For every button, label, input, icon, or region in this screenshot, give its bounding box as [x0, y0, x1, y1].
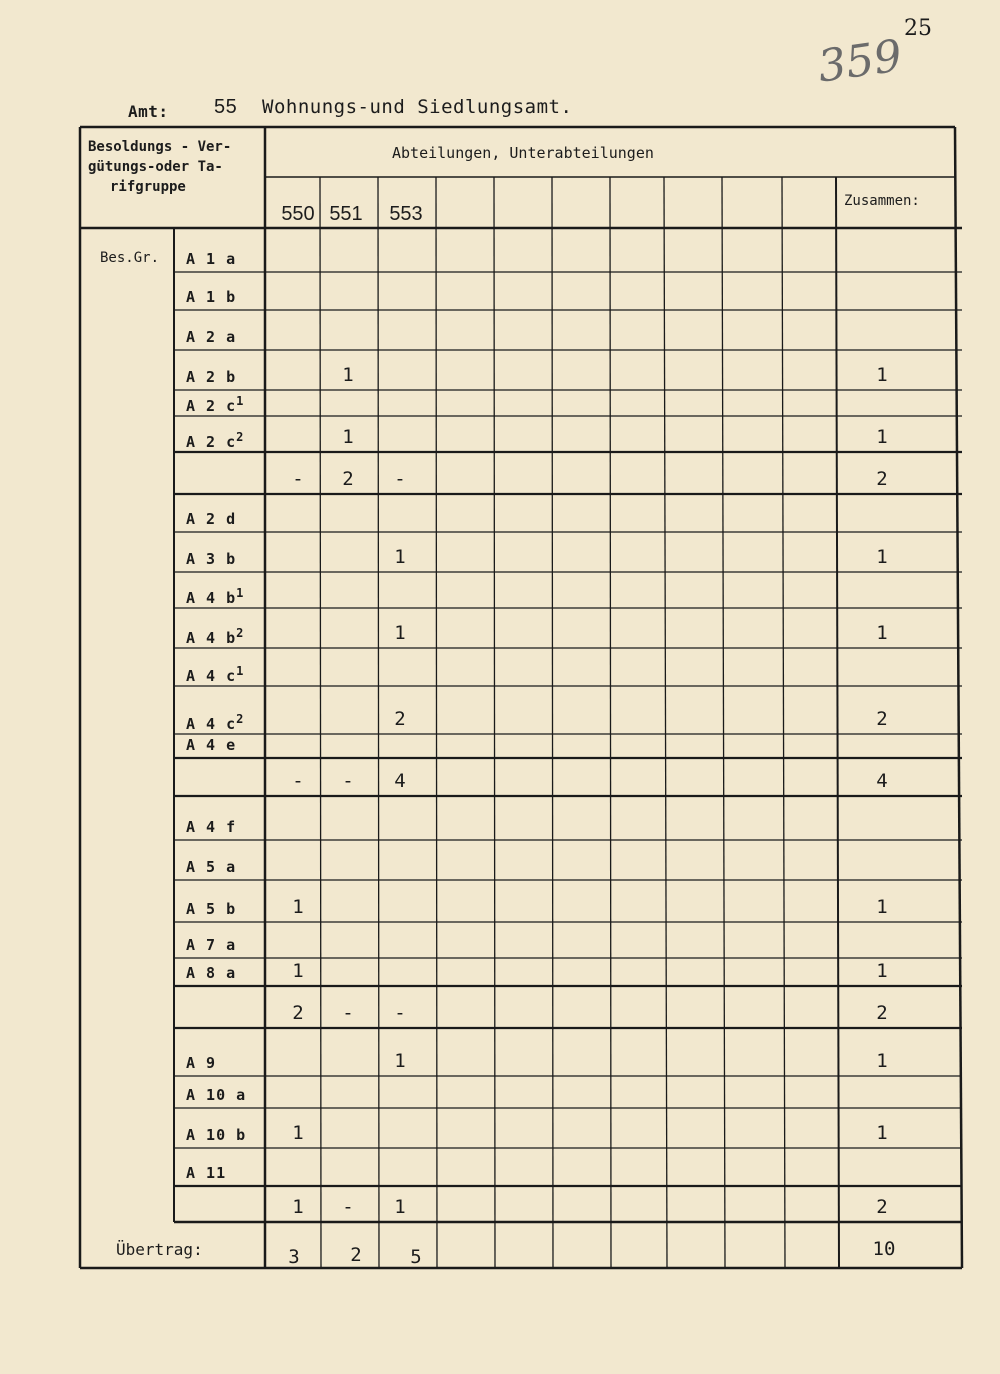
row-label: [186, 936, 236, 954]
uebertrag-total: 10: [872, 1238, 896, 1260]
cell-553: 1: [394, 1050, 406, 1072]
row-label-text: A 2 b: [186, 368, 237, 386]
row-label: [186, 818, 236, 836]
row-label-text: A 8 a: [186, 964, 237, 982]
cell-550: 1: [292, 896, 304, 918]
column-line: [836, 177, 839, 1268]
row-label-sup: 2: [236, 430, 245, 444]
cell-551: -: [342, 1002, 354, 1024]
amt-name: Wohnungs-und Siedlungsamt.: [262, 96, 573, 118]
row-total: 1: [876, 960, 888, 982]
cell-551: -: [342, 770, 354, 792]
row-label: [186, 900, 236, 918]
row-label: [186, 328, 236, 346]
row-label: [186, 1054, 216, 1072]
row-total: 1: [876, 1050, 888, 1072]
bes-gr-label: Bes.Gr.: [100, 250, 160, 266]
row-label: [186, 626, 244, 647]
row-total: 4: [876, 770, 888, 792]
cell-553: 1: [394, 546, 406, 568]
row-label: [186, 394, 244, 415]
cell-550: 1: [292, 960, 304, 982]
row-label: [186, 736, 236, 754]
amt-label: Amt:: [128, 102, 169, 121]
row-label-text: A 10 b: [186, 1126, 247, 1144]
row-total: 2: [876, 1196, 888, 1218]
amt-code: 55: [214, 96, 238, 118]
row-label: [186, 288, 236, 306]
row-label-text: A 1 b: [186, 288, 237, 306]
row-label-sup: 1: [236, 664, 245, 678]
row-label: [186, 550, 236, 568]
cell-553: -: [394, 468, 406, 490]
row-label: [186, 858, 236, 876]
column-line: [782, 177, 785, 1268]
column-line: [722, 177, 725, 1268]
column-line: [664, 177, 667, 1268]
table-border-right: [955, 127, 962, 1268]
column-line: [494, 177, 495, 1268]
row-label: [186, 1086, 246, 1104]
row-label-text: A 5 a: [186, 858, 237, 876]
row-label-text: A 4 c: [186, 667, 237, 685]
row-label-text: A 1 a: [186, 250, 237, 268]
archive-stamp: 359: [814, 30, 906, 93]
row-label-text: A 4 c: [186, 715, 237, 733]
column-550: 550: [281, 203, 315, 225]
cell-551: 1: [342, 426, 354, 448]
row-label: [186, 712, 244, 733]
row-total: 2: [876, 1002, 888, 1024]
uebertrag-551: 2: [350, 1244, 362, 1266]
row-label-text: A 9: [186, 1054, 217, 1072]
row-label-text: A 4 f: [186, 818, 237, 836]
row-label-text: A 2 c: [186, 397, 237, 415]
departments-header: Abteilungen, Unterabteilungen: [392, 144, 654, 162]
row-label-text: A 7 a: [186, 936, 237, 954]
column-line: [552, 177, 553, 1268]
row-label-text: A 10 a: [186, 1086, 247, 1104]
cell-551: 1: [342, 364, 354, 386]
row-label-text: A 4 b: [186, 589, 237, 607]
uebertrag-550: 3: [288, 1246, 300, 1268]
row-label: [186, 250, 236, 268]
cell-550: 1: [292, 1122, 304, 1144]
uebertrag-label: Übertrag:: [116, 1240, 203, 1259]
cell-551: 2: [342, 468, 354, 490]
row-label-text: A 4 e: [186, 736, 237, 754]
column-line: [610, 177, 611, 1268]
row-label-text: A 3 b: [186, 550, 237, 568]
cell-550: -: [292, 770, 304, 792]
row-label-sup: 1: [236, 394, 245, 408]
cell-553: 4: [394, 770, 406, 792]
row-total: 2: [876, 708, 888, 730]
cell-553: 1: [394, 1196, 406, 1218]
row-label-sup: 2: [236, 712, 245, 726]
uebertrag-553: 5: [410, 1246, 422, 1268]
row-label: [186, 510, 236, 528]
group-header-line-3: rifgruppe: [110, 179, 186, 195]
row-label-sup: 1: [236, 586, 245, 600]
column-line: [320, 177, 321, 1268]
row-label: [186, 964, 236, 982]
row-total: 2: [876, 468, 888, 490]
row-total: 1: [876, 622, 888, 644]
cell-553: 1: [394, 622, 406, 644]
page-number: 25: [904, 16, 932, 41]
row-total: 1: [876, 364, 888, 386]
row-label-text: A 2 c: [186, 433, 237, 451]
cell-550: 1: [292, 1196, 304, 1218]
row-label: [186, 586, 244, 607]
cell-550: -: [292, 468, 304, 490]
column-line: [436, 177, 437, 1268]
row-label-sup: 2: [236, 626, 245, 640]
cell-551: -: [342, 1196, 354, 1218]
row-label: [186, 368, 236, 386]
row-label-text: A 11: [186, 1164, 227, 1182]
column-553: 553: [389, 203, 423, 225]
column-line: [378, 177, 379, 1268]
cell-553: -: [394, 1002, 406, 1024]
row-total: 1: [876, 1122, 888, 1144]
group-header-line-1: Besoldungs - Ver-: [88, 139, 232, 155]
group-header-line-2: gütungs-oder Ta-: [88, 159, 223, 175]
row-label-text: A 2 d: [186, 510, 237, 528]
row-total: 1: [876, 426, 888, 448]
row-label-text: A 4 b: [186, 629, 237, 647]
row-total: 1: [876, 546, 888, 568]
total-header: Zusammen:: [844, 193, 920, 209]
row-label: [186, 430, 244, 451]
row-label: [186, 1126, 246, 1144]
row-label-text: A 5 b: [186, 900, 237, 918]
column-551: 551: [329, 203, 363, 225]
cell-550: 2: [292, 1002, 304, 1024]
row-label: [186, 664, 244, 685]
row-label-text: A 2 a: [186, 328, 237, 346]
row-total: 1: [876, 896, 888, 918]
row-label: [186, 1164, 226, 1182]
cell-553: 2: [394, 708, 406, 730]
